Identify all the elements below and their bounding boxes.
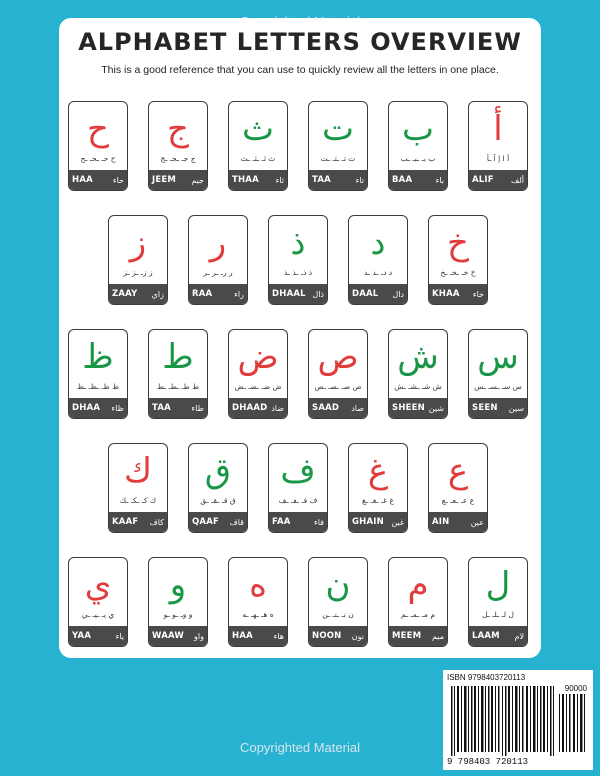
letter-name-english: SHEEN [392, 403, 425, 413]
letter-forms: ي يـ ـيـ ـي [81, 610, 115, 619]
letter-name-english: SEEN [472, 403, 498, 413]
letter-glyph: غ [367, 451, 389, 491]
letter-name-english: HAA [232, 631, 253, 641]
letter-name-arabic: دال [392, 289, 404, 299]
letter-name-arabic: تاء [355, 175, 364, 185]
letter-name-bar [389, 170, 447, 190]
letter-glyph: ن [325, 565, 351, 605]
letter-forms: ز زـ ـز ـز [123, 268, 153, 277]
letter-forms: ر رـ ـر ـر [203, 268, 233, 277]
letter-card [388, 329, 448, 419]
letter-name-arabic: غين [391, 517, 404, 527]
letter-name-arabic: نون [351, 631, 364, 641]
letter-name-bar [389, 626, 447, 646]
letter-glyph: خ [447, 223, 469, 263]
letter-name-arabic: واو [194, 631, 204, 641]
letter-card [68, 329, 128, 419]
letter-name-english: TAA [312, 175, 331, 185]
letter-name-arabic: فاء [313, 517, 324, 527]
letter-name-arabic: قاف [229, 517, 244, 527]
letter-name-arabic: شين [428, 403, 444, 413]
letter-name-arabic: باء [435, 175, 444, 185]
letter-glyph: ر [209, 223, 227, 263]
letter-card [188, 215, 248, 305]
letter-forms: ب بـ ـبـ ـب [400, 154, 436, 163]
letter-glyph: ض [237, 337, 279, 377]
letter-forms: ع عـ ـعـ ـع [441, 496, 475, 505]
letter-name-english: DAAL [352, 289, 379, 299]
isbn-barcode [443, 670, 593, 770]
letter-glyph: ه [249, 565, 267, 605]
letter-name-arabic: كاف [149, 517, 164, 527]
letter-glyph: ش [397, 337, 439, 377]
letter-name-english: RAA [192, 289, 213, 299]
letter-glyph: و [169, 565, 187, 605]
letter-name-arabic: ضاد [271, 403, 284, 413]
letter-name-english: BAA [392, 175, 413, 185]
letter-name-arabic: لام [514, 631, 524, 641]
letter-card [468, 557, 528, 647]
letter-forms: ط طـ ـطـ ـط [156, 382, 200, 391]
letter-glyph: ت [321, 109, 354, 149]
letter-glyph: ث [241, 109, 274, 149]
letter-name-arabic: زاي [151, 289, 164, 299]
letter-glyph: ص [317, 337, 359, 377]
letter-glyph: ك [123, 451, 153, 491]
letter-name-english: KAAF [112, 517, 139, 527]
letter-name-english: WAAW [152, 631, 184, 641]
letter-card [148, 329, 208, 419]
letter-name-english: ZAAY [112, 289, 138, 299]
letter-name-english: GHAIN [352, 517, 384, 527]
letter-name-english: AIN [432, 517, 450, 527]
letter-name-english: SAAD [312, 403, 340, 413]
letter-name-english: DHAAL [272, 289, 306, 299]
letter-name-bar [269, 284, 327, 304]
letter-card [308, 101, 368, 191]
letter-name-bar [229, 626, 287, 646]
letter-name-bar [69, 170, 127, 190]
letter-forms: ل لـ ـلـ ـل [482, 610, 514, 619]
letter-glyph: ج [167, 109, 189, 149]
letter-card [68, 557, 128, 647]
letter-card [108, 443, 168, 533]
letter-glyph: د [370, 223, 386, 263]
letter-name-arabic: ظاء [111, 403, 124, 413]
letter-card [348, 443, 408, 533]
page-subtitle: This is a good reference that you can use to quickly review all the letters in one place. [101, 64, 499, 76]
letter-name-english: HAA [72, 175, 93, 185]
letter-forms: و وـ ـو ـو [163, 610, 193, 619]
letter-name-bar [469, 398, 527, 418]
barcode-graphic [443, 670, 593, 770]
letter-card [108, 215, 168, 305]
letter-name-bar [109, 512, 167, 532]
letter-name-arabic: حاء [112, 175, 124, 185]
letter-card [68, 101, 128, 191]
letter-card [428, 443, 488, 533]
letter-forms: ح حـ ـحـ ـح [80, 154, 116, 163]
letter-card [228, 101, 288, 191]
letter-name-bar [349, 284, 407, 304]
letter-forms: ت تـ ـتـ ـت [320, 154, 356, 163]
letter-forms: ش شـ ـشـ ـش [394, 382, 442, 391]
letter-card [308, 557, 368, 647]
letter-card [468, 101, 528, 191]
letter-card [268, 443, 328, 533]
letter-glyph: أ [493, 109, 503, 149]
letter-name-arabic: سين [508, 403, 524, 413]
page-title: ALPHABET LETTERS OVERVIEW [78, 28, 522, 56]
letter-forms: د دـ ـد ـد [363, 268, 393, 277]
letter-forms: ج جـ ـجـ ـج [160, 154, 196, 163]
letter-forms: ه هـ ـهـ ـه [242, 610, 274, 619]
letter-name-arabic: ميم [431, 631, 444, 641]
letter-forms: أ ا إ آ ـأ [486, 154, 510, 163]
letter-name-english: NOON [312, 631, 342, 641]
letter-name-english: MEEM [392, 631, 422, 641]
letter-name-english: LAAM [472, 631, 500, 641]
letter-name-bar [189, 512, 247, 532]
letter-card [348, 215, 408, 305]
letter-name-bar [69, 626, 127, 646]
letter-name-bar [229, 170, 287, 190]
letter-card [468, 329, 528, 419]
letter-forms: ن نـ ـنـ ـن [322, 610, 354, 619]
letter-name-arabic: راء [234, 289, 244, 299]
letter-name-bar [109, 284, 167, 304]
letter-forms: خ خـ ـخـ ـخ [440, 268, 476, 277]
letter-glyph: ز [129, 223, 147, 263]
letter-name-english: ALIF [472, 175, 494, 185]
letter-name-english: DHAAD [232, 403, 268, 413]
letter-name-arabic: ألف [511, 175, 524, 185]
letter-name-bar [149, 626, 207, 646]
letter-card [388, 557, 448, 647]
barcode-digits: 9 798403 720113 [447, 757, 529, 767]
letter-card [308, 329, 368, 419]
letter-card [188, 443, 248, 533]
letter-glyph: ب [401, 109, 434, 149]
letter-glyph: ط [162, 337, 194, 377]
letter-name-bar [389, 398, 447, 418]
letter-name-english: KHAA [432, 289, 460, 299]
letter-name-arabic: عين [470, 517, 484, 527]
letter-name-bar [149, 170, 207, 190]
letter-name-english: TAA [152, 403, 171, 413]
letter-name-bar [229, 398, 287, 418]
letter-name-arabic: طاء [191, 403, 204, 413]
letter-name-english: JEEM [152, 175, 177, 185]
letter-name-arabic: خاء [472, 289, 484, 299]
letter-name-bar [309, 170, 367, 190]
letter-name-bar [189, 284, 247, 304]
letter-card [228, 329, 288, 419]
letter-glyph: ي [84, 565, 112, 605]
letter-name-arabic: جيم [191, 175, 204, 185]
letter-name-bar [309, 398, 367, 418]
letter-name-arabic: صاد [351, 403, 364, 413]
letter-card [148, 557, 208, 647]
letter-name-bar [429, 284, 487, 304]
letter-forms: ص صـ ـصـ ـص [314, 382, 362, 391]
letter-name-bar [429, 512, 487, 532]
letter-name-bar [309, 626, 367, 646]
letter-glyph: م [407, 565, 429, 605]
letter-glyph: ف [280, 451, 316, 491]
letter-glyph: ذ [290, 223, 306, 263]
letter-card [388, 101, 448, 191]
letter-forms: ث ثـ ـثـ ـث [240, 154, 276, 163]
letter-card [148, 101, 208, 191]
letter-forms: س سـ ـسـ ـس [474, 382, 522, 391]
letter-name-bar [69, 398, 127, 418]
letter-glyph: ل [485, 565, 511, 605]
letter-name-english: YAA [72, 631, 92, 641]
letter-name-english: FAA [272, 517, 291, 527]
letter-forms: ف فـ ـفـ ـف [278, 496, 318, 505]
letter-card [268, 215, 328, 305]
price-code: 90000 [564, 684, 587, 693]
letter-forms: ذ ذـ ـذ ـذ [283, 268, 313, 277]
letter-name-english: THAA [232, 175, 259, 185]
letter-forms: ض ضـ ـضـ ـض [234, 382, 282, 391]
letter-name-arabic: هاء [273, 631, 284, 641]
letter-forms: غ غـ ـغـ ـغ [362, 496, 394, 505]
letter-glyph: ح [87, 109, 109, 149]
letter-forms: ظ ظـ ـظـ ـظ [76, 382, 120, 391]
letter-name-bar [469, 170, 527, 190]
letter-name-arabic: ذال [312, 289, 324, 299]
letter-name-bar [469, 626, 527, 646]
watermark-bottom: Copyrighted Material [240, 740, 360, 755]
letter-name-english: QAAF [192, 517, 219, 527]
letter-name-bar [269, 512, 327, 532]
letter-name-bar [149, 398, 207, 418]
letter-glyph: س [477, 337, 519, 377]
letter-name-arabic: ثاء [275, 175, 284, 185]
letter-glyph: ظ [82, 337, 114, 377]
letter-name-arabic: ياء [115, 631, 124, 641]
letter-forms: ق قـ ـقـ ـق [200, 496, 236, 505]
isbn-label: ISBN 9798403720113 [447, 673, 526, 682]
letter-name-english: DHAA [72, 403, 101, 413]
letter-forms: ك كـ ـكـ ـك [119, 496, 157, 505]
letter-card [228, 557, 288, 647]
letter-card [428, 215, 488, 305]
letter-glyph: ق [204, 451, 232, 491]
letter-glyph: ع [447, 451, 469, 491]
letter-name-bar [349, 512, 407, 532]
letter-forms: م مـ ـمـ ـم [401, 610, 435, 619]
